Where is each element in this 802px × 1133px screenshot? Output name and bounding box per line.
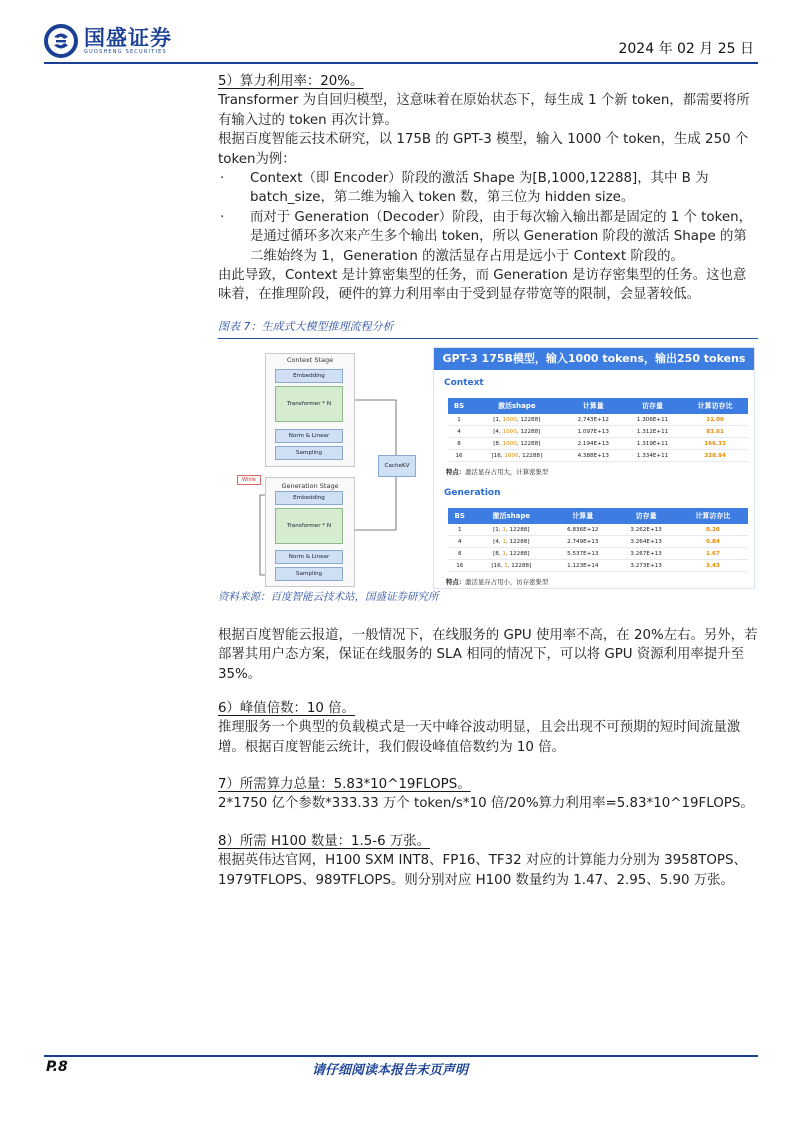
col-ratio: 计算访存比 [678,508,748,524]
col-shape: 激活shape [470,398,564,414]
table-row [448,414,748,426]
cell-shape: [16, 1, 12288] [472,560,552,572]
gpt3-table-panel [433,347,755,589]
cell-shape: [1, 1, 12288] [472,524,552,536]
cell-shape: [8, 1000, 12288] [470,438,564,450]
section-6 [218,699,758,757]
page-number: P.8 [46,1059,68,1075]
cell-memory: 3.273E+13 [614,560,677,572]
cachekv-block: CacheKV [378,455,416,477]
figure-source: 资料来源：百度智能云技术站，国盛证券研究所 [218,591,439,603]
section-5-paragraph-1: Transformer 为自回归模型，这意味着在原始状态下，每生成 1 个新 token，都需要将所有输入过的 token 再次计算。 [218,93,750,128]
cell-shape: [1, 1000, 12288] [470,414,564,426]
cell-shape: [8, 1, 12288] [472,548,552,560]
disclaimer-note: 请仔细阅读本报告末页声明 [312,1063,469,1078]
generation-table [448,508,748,572]
cell-shape: [4, 1000, 12288] [470,426,564,438]
generation-table-title: Generation [444,488,501,498]
cell-memory: 3.267E+13 [614,548,677,560]
col-shape: 激活shape [472,508,552,524]
context-stage-label: Context Stage [286,356,334,364]
col-ratio: 计算访存比 [682,398,748,414]
section-5-heading: 5）算力利用率：20%。 [218,74,364,89]
section-5-paragraph-2: 根据百度智能云技术研究，以 175B 的 GPT-3 模型，输入 1000 个 token，生成 250 个 token为例： [218,132,749,167]
cell-bs: 1 [448,414,470,426]
section-5 [218,72,758,305]
sampling-block: Sampling [275,446,343,460]
cell-compute: 2.743E+12 [564,414,623,426]
col-compute: 计算量 [551,508,614,524]
cell-bs: 8 [448,548,472,560]
bullet-text: Context（即 Encoder）阶段的激活 Shape 为[B,1000,12288]，其中 B 为 batch_size，第二维为输入 token 数，第三位为 hidden size。 [250,171,709,206]
cell-compute: 1.097E+13 [564,426,623,438]
logo-name-en: GUOSHENG SECURITIES [84,49,167,55]
cell-ratio: 83.61 [682,426,748,438]
context-table [448,398,748,462]
after-figure-paragraph [218,626,758,684]
col-memory: 访存量 [614,508,677,524]
embedding-block: Embedding [275,369,343,383]
cell-compute: 2.749E+13 [551,536,614,548]
generation-stage-label: Generation Stage [281,482,339,490]
cell-ratio: 0.84 [678,536,748,548]
cell-ratio: 21.00 [682,414,748,426]
transformer-block: Transformer * N [275,386,343,422]
bullet-item [218,169,758,208]
table-row [448,560,748,572]
cell-compute: 4.388E+13 [564,450,623,462]
cell-ratio: 1.67 [678,548,748,560]
cell-memory: 1.334E+11 [623,450,682,462]
transformer-block: Transformer * N [275,508,343,544]
section-8 [218,832,758,890]
col-bs: BS [448,398,470,414]
section-5-paragraph-3: 由此导致，Context 是计算密集型的任务，而 Generation 是访存密集型的任务。这也意味着，在推理阶段，硬件的算力利用率由于受到显存带宽等的限制，会显著较低。 [218,268,747,303]
bullet-mark: · [220,209,225,225]
cell-bs: 16 [448,450,470,462]
norm-linear-block: Norm & Linear [275,550,343,564]
header-divider [44,62,758,64]
section-6-paragraph: 推理服务一个典型的负载模式是一天中峰谷波动明显，且会出现不可预期的短时间流量激增。根据百度智能云统计，我们假设峰值倍数约为 10 倍。 [218,720,741,755]
bullet-text: 而对于 Generation（Decoder）阶段，由于每次输入输出都是固定的 1 个 token，是通过循环多次来产生多个输出 token，所以 Generation 阶段的激活 Shape 的第二维始终为 1，Generation 的激活显存占用是远小于 Context 阶段的。 [250,209,753,264]
table-row [448,548,748,560]
cell-memory: 1.319E+11 [623,438,682,450]
cell-memory: 1.306E+11 [623,414,682,426]
col-bs: BS [448,508,472,524]
cell-ratio: 0.20 [678,524,748,536]
cell-bs: 8 [448,438,470,450]
cell-compute: 1.123E+14 [551,560,614,572]
table-row [448,536,748,548]
section-8-heading: 8）所需 H100 数量：1.5-6 万张。 [218,834,431,849]
cell-memory: 3.264E+13 [614,536,677,548]
cell-ratio: 166.33 [682,438,748,450]
norm-linear-block: Norm & Linear [275,429,343,443]
context-table-title: Context [444,378,484,388]
section-7-paragraph: 2*1750 亿个参数*333.33 万个 token/s*10 倍/20%算力利用率=5.83*10^19FLOPS。 [218,796,754,812]
section-7 [218,775,758,814]
section-7-heading: 7）所需算力总量：5.83*10^19FLOPS。 [218,777,471,792]
col-memory: 访存量 [623,398,682,414]
section-8-paragraph: 根据英伟达官网，H100 SXM INT8、FP16、TF32 对应的计算能力分别为 3958TOPS、1979TFLOPS、989TFLOPS。则分别对应 H100 数量约为 1.47、2.95、5.90 万张。 [218,853,747,888]
table-header-row [448,508,748,524]
cell-shape: [16, 1000, 12288] [470,450,564,462]
table-row [448,524,748,536]
company-logo [44,24,172,58]
while-label: While [237,475,261,485]
col-compute: 计算量 [564,398,623,414]
report-date: 2024 年 02 月 25 日 [618,41,754,57]
cell-bs: 16 [448,560,472,572]
cell-ratio: 3.43 [678,560,748,572]
panel-title: GPT-3 175B模型，输入1000 tokens，输出250 tokens [434,348,754,370]
paragraph: 根据百度智能云报道，一般情况下，在线服务的 GPU 使用率不高，在 20%左右。另外，若部署其用户态方案，保证在线服务的 SLA 相同的情况下，可以将 GPU 资源利用率提升至 35%。 [218,628,758,682]
bullet-item [218,208,758,266]
logo-emblem-icon [44,24,78,58]
cell-memory: 3.262E+13 [614,524,677,536]
figure-title: 图表 7：生成式大模型推理流程分析 [218,320,394,333]
cell-compute: 6.836E+12 [551,524,614,536]
cell-compute: 5.537E+13 [551,548,614,560]
table-header-row [448,398,748,414]
cell-compute: 2.194E+13 [564,438,623,450]
table-row [448,438,748,450]
table-row [448,426,748,438]
embedding-block: Embedding [275,491,343,505]
context-feature: 特点：激活显存占用大，计算密集型 [446,468,549,476]
figure-divider [218,338,758,339]
cell-memory: 1.312E+11 [623,426,682,438]
table-row [448,450,748,462]
cell-bs: 1 [448,524,472,536]
cell-bs: 4 [448,426,470,438]
logo-name-cn: 国盛证券 [84,26,172,50]
section-6-heading: 6）峰值倍数：10 倍。 [218,701,355,716]
cell-bs: 4 [448,536,472,548]
figure-image [230,345,754,588]
cell-ratio: 328.94 [682,450,748,462]
cell-shape: [4, 1, 12288] [472,536,552,548]
footer-divider [44,1055,758,1057]
bullet-mark: · [220,171,225,187]
flow-diagram [230,345,428,588]
sampling-block: Sampling [275,567,343,581]
generation-feature: 特点：激活显存占用小，访存密集型 [446,578,549,586]
